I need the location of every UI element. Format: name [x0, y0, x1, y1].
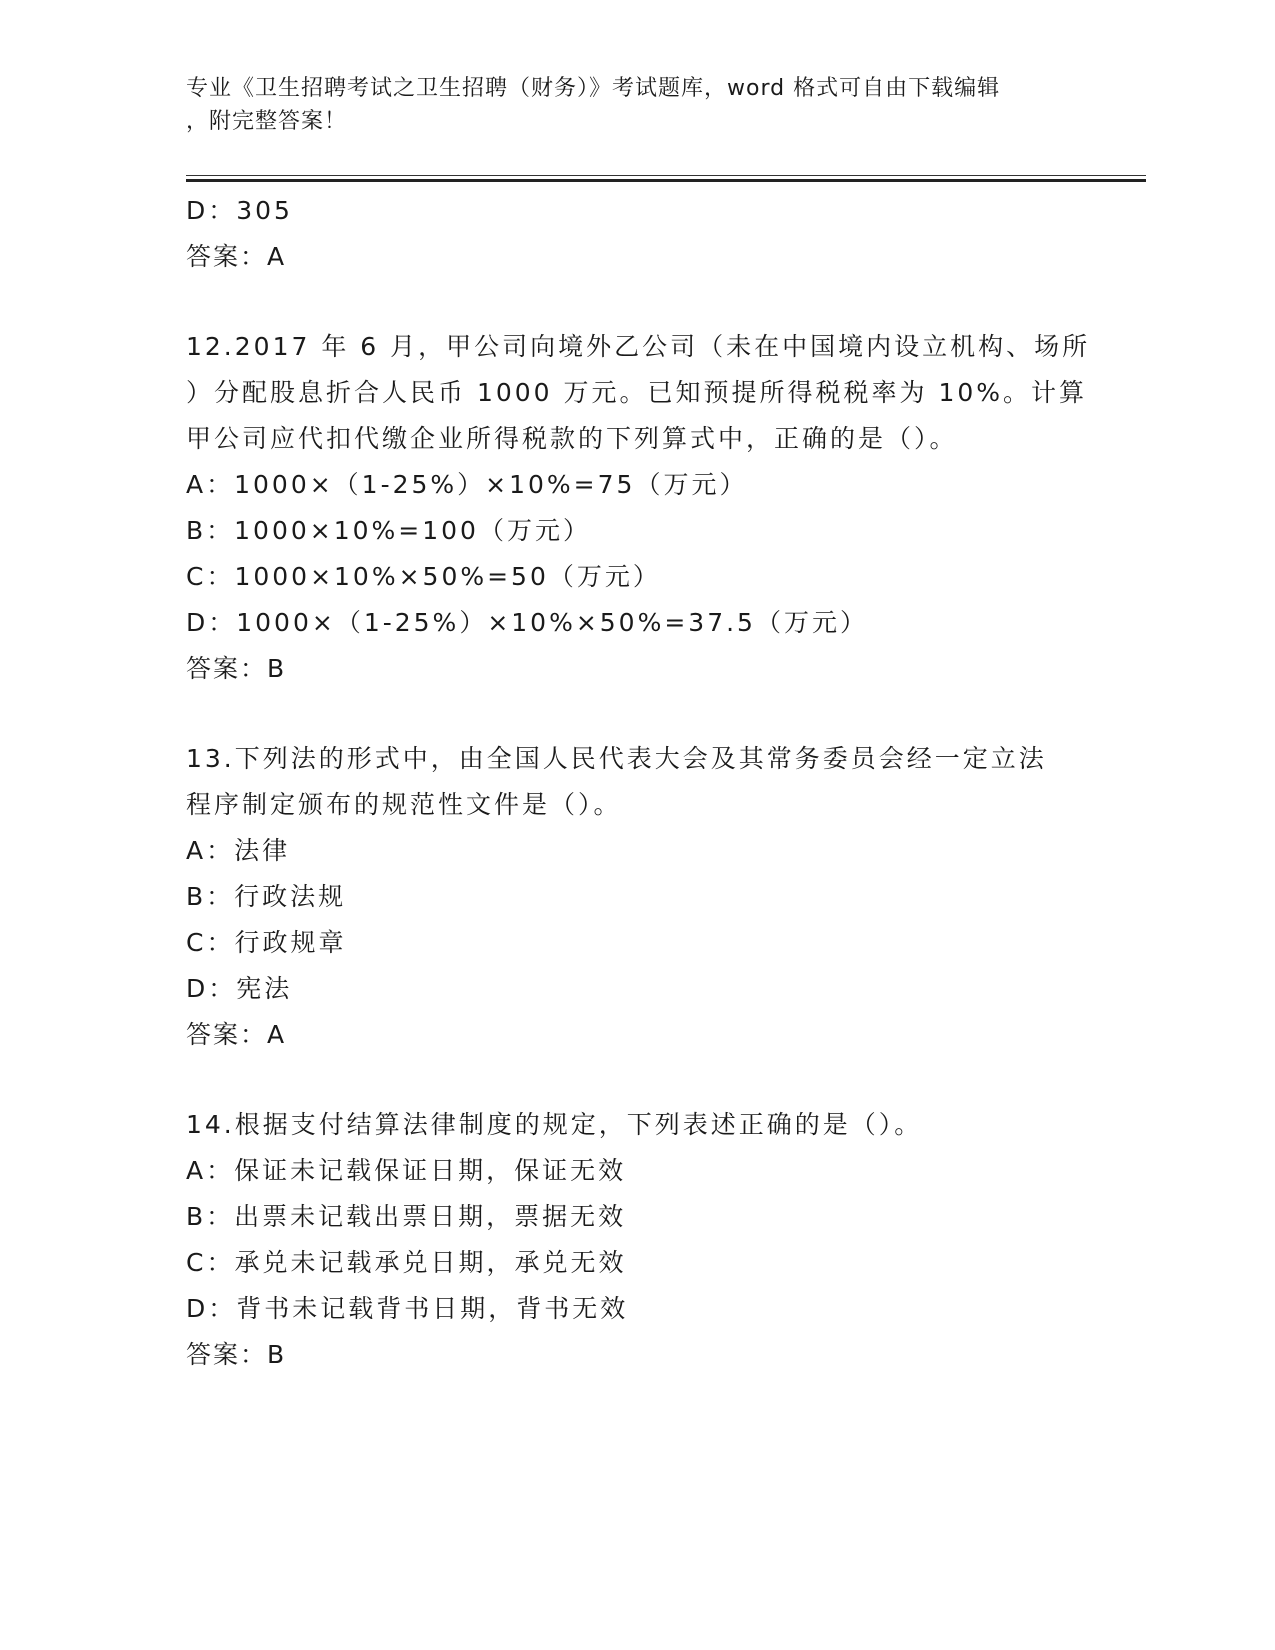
question-stem-line: 甲公司应代扣代缴企业所得税款的下列算式中，正确的是（）。: [186, 424, 958, 453]
question-stem-line: 程序制定颁布的规范性文件是（）。: [186, 790, 622, 819]
option-b: B：出票未记载出票日期，票据无效: [186, 1202, 627, 1231]
answer: 答案：A: [186, 242, 287, 271]
option-d: D：305: [186, 196, 293, 225]
answer: 答案：B: [186, 1340, 287, 1369]
question-stem-line: 13.下列法的形式中，由全国人民代表大会及其常务委员会经一定立法: [186, 744, 1047, 773]
option-c: C：承兑未记载承兑日期，承兑无效: [186, 1248, 627, 1277]
option-a: A：1000×（1-25%）×10%=75（万元）: [186, 470, 748, 499]
header-line-2: ，附完整答案！: [186, 109, 348, 134]
question-12: [186, 324, 1091, 692]
option-a: A：保证未记载保证日期，保证无效: [186, 1156, 627, 1185]
answer: 答案：B: [186, 654, 287, 683]
document-body: [186, 188, 1091, 1378]
previous-question-tail: [186, 188, 1086, 280]
option-b: B：1000×10%=100（万元）: [186, 516, 591, 545]
spacer: [186, 692, 1086, 736]
question-13: [186, 736, 1086, 1058]
option-b: B：行政法规: [186, 882, 347, 911]
header-rule-thick: [186, 179, 1146, 182]
option-a: A：法律: [186, 836, 291, 865]
option-d: D：宪法: [186, 974, 293, 1003]
option-c: C：1000×10%×50%=50（万元）: [186, 562, 661, 591]
question-14: [186, 1102, 1086, 1378]
answer: 答案：A: [186, 1020, 287, 1049]
option-d: D：背书未记载背书日期，背书无效: [186, 1294, 629, 1323]
header-line-1: 专业《卫生招聘考试之卫生招聘（财务）》考试题库，word 格式可自由下载编辑: [186, 76, 1001, 101]
spacer: [186, 1058, 1086, 1102]
question-stem-line: 12.2017 年 6 月，甲公司向境外乙公司（未在中国境内设立机构、场所: [186, 332, 1091, 361]
header-rule-thin: [186, 175, 1146, 176]
question-stem-line: ）分配股息折合人民币 1000 万元。已知预提所得税税率为 10%。计算: [186, 378, 1088, 407]
document-header: [186, 72, 1086, 138]
option-c: C：行政规章: [186, 928, 347, 957]
option-d: D：1000×（1-25%）×10%×50%=37.5（万元）: [186, 608, 868, 637]
question-stem-line: 14.根据支付结算法律制度的规定，下列表述正确的是（）。: [186, 1110, 923, 1139]
spacer: [186, 280, 1086, 324]
